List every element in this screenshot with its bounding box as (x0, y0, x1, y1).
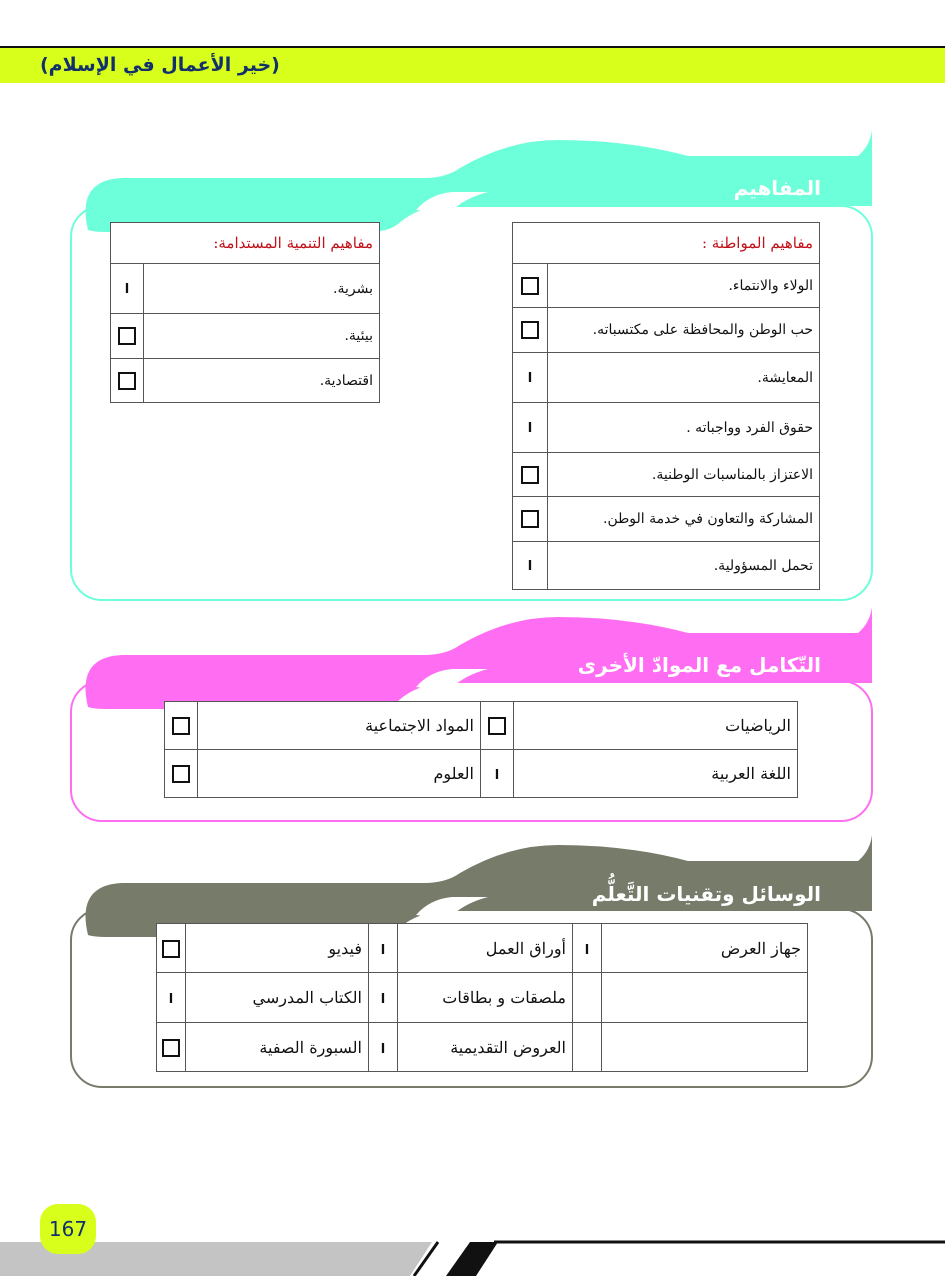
checkbox[interactable] (521, 510, 539, 528)
citizenship-heading: مفاهيم المواطنة : (513, 223, 820, 264)
sustainable-heading: مفاهيم التنمية المستدامة: (111, 223, 380, 264)
bullet-mark: ا (584, 942, 590, 958)
concept-label: تحمل المسؤولية. (548, 542, 820, 590)
checkbox[interactable] (521, 321, 539, 339)
lesson-title: (خير الأعمال في الإسلام) (40, 54, 280, 76)
concept-label: الولاء والانتماء. (548, 264, 820, 308)
checkbox[interactable] (162, 1039, 180, 1057)
checkbox[interactable] (488, 717, 506, 735)
table-row (157, 973, 808, 1023)
checkbox[interactable] (172, 717, 190, 735)
concept-label: بيئية. (144, 314, 380, 359)
concepts-title: المفاهيم (733, 176, 821, 200)
table-row (111, 359, 380, 403)
table-row (111, 314, 380, 359)
empty-cell (602, 973, 808, 1023)
bullet-mark: ا (124, 281, 130, 297)
table-row (165, 702, 798, 750)
bullet-mark: ا (527, 420, 533, 436)
table-row (165, 750, 798, 798)
tool-label: أوراق العمل (398, 924, 573, 973)
table-row (513, 264, 820, 308)
tool-label: جهاز العرض (602, 924, 808, 973)
table-row (157, 1023, 808, 1072)
sustainable-table (110, 222, 380, 403)
subject-label: العلوم (198, 750, 481, 798)
bullet-mark: ا (380, 1041, 386, 1057)
empty-cell (602, 1023, 808, 1072)
integration-table (164, 701, 798, 798)
checkbox[interactable] (521, 466, 539, 484)
concept-label: المشاركة والتعاون في خدمة الوطن. (548, 497, 820, 542)
table-row (513, 353, 820, 403)
checkbox[interactable] (521, 277, 539, 295)
citizenship-table (512, 222, 820, 590)
table-row (513, 542, 820, 590)
checkbox[interactable] (118, 372, 136, 390)
checkbox[interactable] (118, 327, 136, 345)
empty-cell (573, 973, 602, 1023)
page-number: 167 (40, 1204, 96, 1254)
subject-label: الرياضيات (514, 702, 798, 750)
concept-label: بشرية. (144, 264, 380, 314)
bullet-mark: ا (380, 992, 386, 1007)
checkbox[interactable] (162, 940, 180, 958)
concept-label: الاعتزاز بالمناسبات الوطنية. (548, 453, 820, 497)
concept-label: حقوق الفرد وواجباته . (548, 403, 820, 453)
tool-label: السبورة الصفية (186, 1023, 369, 1072)
integration-title: التّكامل مع الموادّ الأخرى (577, 653, 821, 677)
tool-label: فيديو (186, 924, 369, 973)
table-row (513, 453, 820, 497)
tool-label: العروض التقديمية (398, 1023, 573, 1072)
subject-label: اللغة العربية (514, 750, 798, 798)
tool-label: ملصقات و بطاقات (398, 973, 573, 1023)
table-row (513, 308, 820, 353)
bullet-mark: ا (527, 558, 533, 574)
bullet-mark: ا (380, 942, 386, 958)
checkbox[interactable] (172, 765, 190, 783)
concept-label: حب الوطن والمحافظة على مكتسباته. (548, 308, 820, 353)
tools-table (156, 923, 808, 1072)
subject-label: المواد الاجتماعية (198, 702, 481, 750)
table-row (513, 403, 820, 453)
table-row (513, 497, 820, 542)
concept-label: المعايشة. (548, 353, 820, 403)
table-row (157, 924, 808, 973)
footer-stripe (0, 1236, 945, 1276)
tool-label: الكتاب المدرسي (186, 973, 369, 1023)
empty-cell (573, 1023, 602, 1072)
bullet-mark: ا (494, 768, 500, 783)
tools-title: الوسائل وتقنيات التَّعلُّم (591, 882, 821, 906)
bullet-mark: ا (527, 370, 533, 386)
bullet-mark: ا (168, 992, 174, 1007)
concept-label: اقتصادية. (144, 359, 380, 403)
table-row (111, 264, 380, 314)
